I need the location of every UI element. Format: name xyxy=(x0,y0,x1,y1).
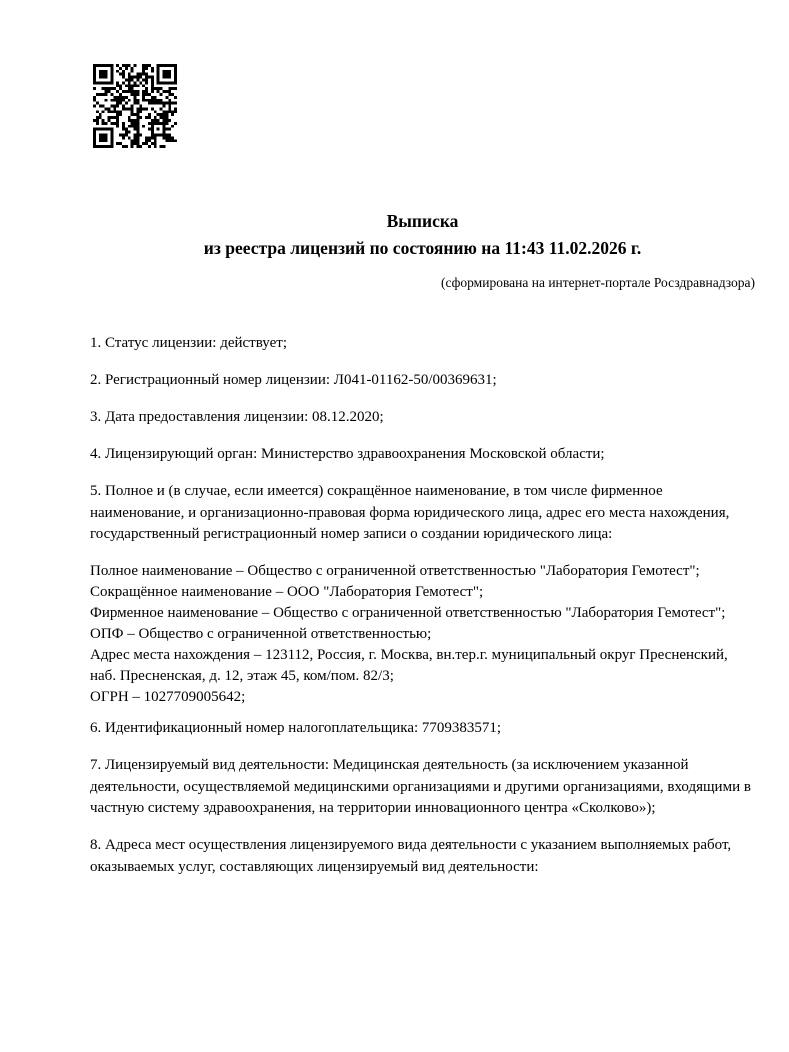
paragraph-entity-names-heading: 5. Полное и (в случае, если имеется) сокращённое наименование, в том числе фирменное наименование, и организационно-правовая форма юридического лица, адрес его места нахождения, государственный регистрационный номер записи о создании юридического лица: xyxy=(90,483,730,542)
entity-legal-form: ОПФ – Общество с ограниченной ответственностью; xyxy=(90,626,432,642)
entity-address: Адрес места нахождения – 123112, Россия, г. Москва, вн.тер.г. муниципальный округ Пресненский, наб. Пресненская, д. 12, этаж 45, ком/пом. 82/3; xyxy=(90,647,728,684)
paragraph-licensed-activity: 7. Лицензируемый вид деятельности: Медицинская деятельность (за исключением указанной деятельности, осуществляемой медицинскими организациями и другими организациями, входящими в частную систему здравоохранения, на территории инновационного центра «Сколково»); xyxy=(90,757,751,816)
entity-full-name: Полное наименование – Общество с ограниченной ответственностью "Лаборатория Гемотест"; xyxy=(90,563,700,579)
entity-brand-name: Фирменное наименование – Общество с ограниченной ответственностью "Лаборатория Гемотест"; xyxy=(90,605,726,621)
entity-ogrn: ОГРН – 1027709005642; xyxy=(90,689,246,705)
document-body xyxy=(90,333,755,878)
entity-details-block xyxy=(90,561,755,708)
paragraph-grant-date: 3. Дата предоставления лицензии: 08.12.2020; xyxy=(90,409,384,425)
title-line-1: Выписка xyxy=(386,211,459,231)
qr-code-icon xyxy=(93,64,177,148)
paragraph-activity-addresses: 8. Адреса мест осуществления лицензируемого вида деятельности с указанием выполняемых работ, оказываемых услуг, составляющих лицензируемый вид деятельности: xyxy=(90,837,732,875)
paragraph-registration-number: 2. Регистрационный номер лицензии: Л041-01162-50/00369631; xyxy=(90,372,497,388)
paragraph-licensing-authority: 4. Лицензирующий орган: Министерство здравоохранения Московской области; xyxy=(90,446,605,462)
title-line-2: из реестра лицензий по состоянию на 11:43 11.02.2026 г. xyxy=(203,238,642,258)
document-title xyxy=(90,208,755,262)
paragraph-inn: 6. Идентификационный номер налогоплательщика: 7709383571; xyxy=(90,720,502,736)
entity-short-name: Сокращённое наименование – ООО "Лаборатория Гемотест"; xyxy=(90,584,484,600)
paragraph-license-status: 1. Статус лицензии: действует; xyxy=(90,335,287,351)
qr-code-image xyxy=(93,64,177,148)
document-subtitle: (сформирована на интернет-портале Росздравнадзора) xyxy=(440,275,755,290)
